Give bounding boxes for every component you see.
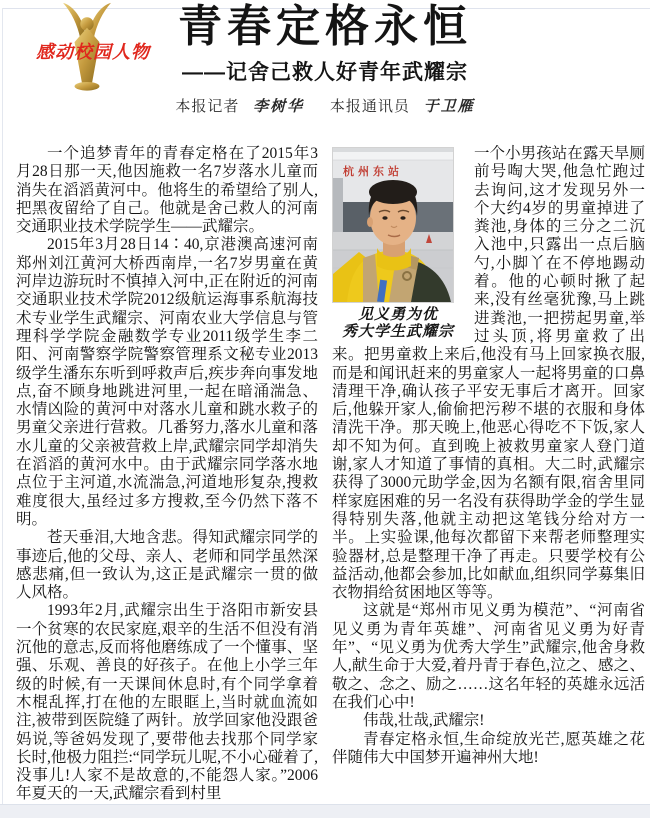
portrait-photo [332, 147, 454, 303]
byline-reporter-name: 李树华 [253, 99, 305, 115]
station-sign-text: 杭州东站 [343, 166, 403, 178]
masthead [0, 0, 650, 145]
portrait-figure [332, 147, 464, 341]
byline-role-correspondent: 本报通讯员 [329, 99, 410, 115]
article-body [0, 145, 650, 804]
paragraph: 青春定格永恒,生命绽放光芒,愿英雄之花伴随伟大中国梦开遍神州大地! [332, 730, 645, 766]
paragraph: 2015年3月28日14∶40,京港澳高速河南郑州刘江黄河大桥西南岸,一名7岁男童在黄河岸边游玩时不慎掉入河中,正在附近的河南交通职业技术学院2012级航运海事系航海技术专业学生武耀宗、河南农业大学信息与管理科学学院金融数学专业2011级学生李二阳、河南警察学院警察管理系文秘专业2013级学生潘东东听到呼救声后,疾步奔向事发地点,奋不顾身地跳进河里,一起在暗涌湍急、水情凶险的黄河中对落水儿童和跳水救子的男童父亲进行营救。几番努力,落水儿童和落水儿童的父亲被营救上岸,武耀宗同学却消失在滔滔的黄河水中。由于武耀宗同学落水地点位于主河道,水流湍急,河道地形复杂,搜救难度很大,虽经过多方搜救,至今仍然下落不明。 [16, 236, 318, 528]
right-column [332, 145, 645, 804]
award-logo [36, 0, 166, 100]
page-bottom-band [0, 804, 650, 818]
paragraph: 一个追梦青年的青春定格在了2015年3月28日那一天,他因施救一名7岁落水儿童而消失在滔滔黄河中。他将生的希望给了别人,把黑夜留给了自己。他就是舍己救人的河南交通职业技术学院学生——武耀宗。 [16, 145, 318, 236]
paragraph: 1993年2月,武耀宗出生于洛阳市新安县一个贫寒的农民家庭,艰辛的生活不但没有消沉他的意志,反而将他磨练成了一个懂事、坚强、乐观、善良的好孩子。在他上小学三年级的时候,有一天课间休息时,有个同学拿着木棍乱挥,打在他的左眼眶上,当时就血流如注,被带到医院缝了两针。放学回家他没跟爸妈说,等爸妈发现了,要带他去找那个同学家长时,他极力阻拦:“同学玩儿呢,不小心碰着了,没事儿!人家不是故意的,不能怨人家。”2006年夏天的一天,武耀宗看到村里 [16, 602, 318, 803]
paragraph: 伟哉,壮哉,武耀宗! [363, 712, 485, 730]
photo-caption [332, 307, 464, 341]
left-column [16, 145, 318, 804]
paragraph: 一个小男孩站在露天旱厕前号啕大哭,他急忙跑过去询问,这才发现另外一个大约4岁的男童掉进了粪池,身体的三分之二沉入池中,只露出一点后脑勺,小脚丫在不停地踢动着。他的心顿时揪了起来,没有丝毫犹豫,马上跳进粪池,一把捞起男童,举过头顶,将男童救了出来。把男童救上来后,他没有马上回家换衣服,而是和闻讯赶来的男童家人一起将男童的口鼻清理干净,确认孩子平安无事后才离开。回家后,他躲开家人,偷偷把污秽不堪的衣服和身体清洗干净。那天晚上,他恶心得吃不下饭,家人却不知为何。直到晚上被救男童家人登门道谢,家人才知道了事情的真相。大二时,武耀宗获得了3000元助学金,因为名额有限,宿舍里同样家庭困难的另一名没有获得助学金的学生显得特别失落,他就主动把这笔钱分给对方一半。上实验课,他每次都留下来帮老师整理实验器材,总是整理干净了再走。只要学校有公益活动,他都会参加,比如献血,组织同学募集旧衣物捐给贫困地区等等。 [332, 145, 645, 602]
byline-correspondent-name: 于卫雁 [423, 99, 475, 115]
logo-badge-text: 感动校园人物 [36, 42, 150, 62]
photo-caption-line2: 秀大学生武耀宗 [341, 324, 454, 340]
paragraph: 这就是“郑州市见义勇为模范”、“河南省见义勇为青年英雄”、河南省见义勇为好青年”、“见义勇为优秀大学生”武耀宗,他舍身救人,献生命于大爱,着丹青于春色,泣之、感之、敬之、念之、励之……这名年轻的英雄永远活在我们心中! [332, 602, 645, 711]
article-subtitle: ——记舍己救人好青年武耀宗 [182, 61, 468, 84]
paragraph: 苍天垂泪,大地含悲。得知武耀宗同学的事迹后,他的父母、亲人、老师和同学虽然深感悲痛,但一致认为,这正是武耀宗一贯的做人风格。 [16, 529, 318, 602]
article-title: 青春定格永恒 [178, 2, 472, 51]
byline-role-reporter: 本报记者 [175, 99, 240, 115]
photo-caption-line1: 见义勇为优 [357, 307, 438, 323]
